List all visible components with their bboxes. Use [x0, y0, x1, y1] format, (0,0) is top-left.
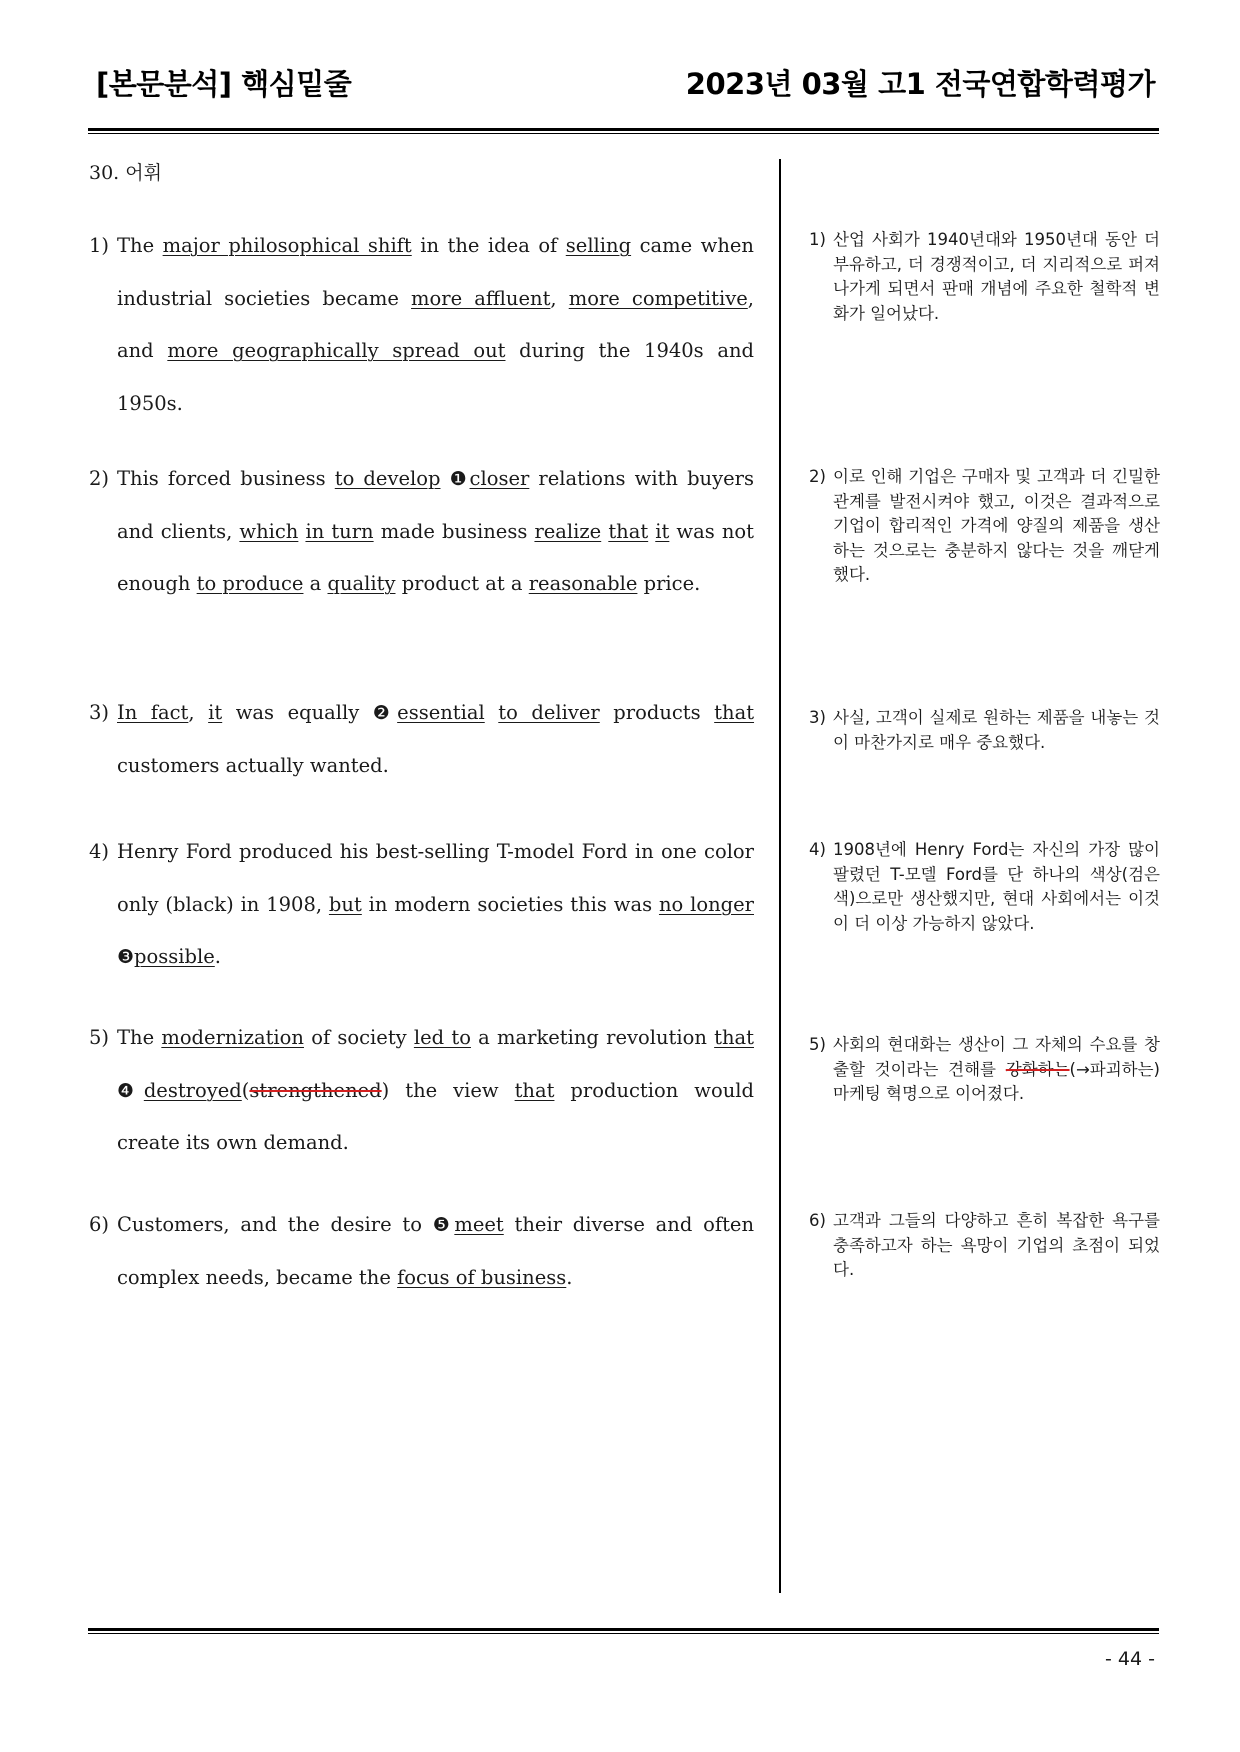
text-segment: production would create its own demand.: [117, 1078, 754, 1154]
struck-out-word: 강화하는: [1005, 1059, 1070, 1079]
circled-number-marker: ❸: [117, 946, 135, 968]
underlined-phrase: it: [208, 701, 223, 724]
text-segment: Customers, and the desire to: [117, 1213, 433, 1236]
header-right-title: 2023년 03월 고1 전국연합학력평가: [685, 67, 1155, 101]
item-number: 2): [809, 467, 826, 486]
underlined-phrase: led to: [413, 1026, 471, 1049]
underlined-phrase: to deliver: [498, 701, 600, 724]
english-item-3: [89, 687, 754, 792]
underlined-phrase: realize: [534, 519, 602, 543]
text-segment: 1908년에 Henry Ford는 자신의 가장 많이 팔렸던 T-모델 Ford를 단 하나의 색상(검은색)으로만 생산했지만, 현대 사회에서는 이것이 더 이상 가능하지 않았다.: [833, 840, 1160, 933]
item-text: [117, 826, 754, 984]
underlined-phrase: which: [239, 519, 299, 543]
text-segment: their diverse and often complex needs, became the: [117, 1213, 755, 1289]
text-segment: .: [214, 945, 221, 968]
text-segment: was equally: [222, 701, 373, 724]
text-segment: , and: [117, 286, 754, 362]
underlined-phrase: major philosophical shift: [162, 234, 412, 257]
korean-item-5: [809, 1033, 1160, 1107]
text-segment: customers actually wanted.: [117, 753, 389, 777]
underlined-phrase: meet: [454, 1213, 504, 1236]
underlined-phrase: essential: [397, 701, 485, 724]
text-segment: was not enough: [117, 519, 754, 595]
section-title: 30. 어휘: [89, 162, 162, 184]
item-text: [117, 1012, 754, 1170]
text-segment: in modern societies this was: [361, 892, 659, 916]
underlined-phrase: possible: [134, 945, 215, 968]
underlined-phrase: more competitive: [568, 286, 748, 310]
struck-out-word: strengthened: [249, 1078, 382, 1102]
text-segment: This forced business: [117, 467, 335, 490]
english-item-5: [89, 1012, 754, 1170]
underlined-phrase: modernization: [161, 1026, 304, 1049]
item-number: 6): [809, 1211, 826, 1230]
text-segment: The: [117, 1026, 162, 1049]
underlined-phrase: no longer: [658, 892, 754, 916]
text-segment: ,: [188, 701, 209, 724]
korean-item-3: [809, 706, 1160, 755]
text-segment: products: [599, 701, 715, 724]
korean-item-6: [809, 1209, 1160, 1283]
item-text: [117, 453, 754, 611]
text-segment: price.: [637, 572, 701, 595]
text-segment: 고객과 그들의 다양하고 흔히 복잡한 욕구를 충족하고자 하는 욕망이 기업의 초점이 되었다.: [833, 1211, 1160, 1279]
item-number: 3): [809, 708, 826, 727]
text-segment: 산업 사회가 1940년대와 1950년대 동안 더 부유하고, 더 경쟁적이고, 더 지리적으로 퍼져 나가게 되면서 판매 개념에 주요한 철학적 변화가 일어났다.: [833, 230, 1160, 323]
underlined-phrase: focus of business: [397, 1265, 567, 1289]
underlined-phrase: that: [714, 1026, 754, 1049]
underlined-phrase: but: [328, 892, 362, 916]
header-left-title: [본문분석] 핵심밑줄: [96, 67, 352, 101]
text-segment: 이로 인해 기업은 구매자 및 고객과 더 긴밀한 관계를 발전시켜야 했고, 이것은 결과적으로 기업이 합리적인 가격에 양질의 제품을 생산하는 것으로는 충분하지 않다는 것을 깨닫게 했다.: [833, 467, 1160, 584]
item-text: [833, 228, 1160, 326]
footer-rule-thick: [88, 1628, 1159, 1631]
circled-number-marker: ❺: [432, 1214, 455, 1236]
text-segment: came when industrial societies became: [117, 234, 754, 310]
header-rule-thick: [88, 128, 1159, 131]
item-number: 6): [89, 1213, 110, 1236]
underlined-phrase: that: [514, 1078, 555, 1102]
item-text: [833, 1033, 1160, 1107]
circled-number-marker: ❶: [449, 468, 470, 490]
column-divider: [779, 159, 781, 1593]
english-item-6: [89, 1199, 754, 1304]
item-number: 4): [809, 840, 826, 859]
item-text: [833, 1209, 1160, 1283]
text-segment: product at a: [395, 572, 529, 595]
item-text: [117, 220, 754, 430]
text-segment: Henry Ford produced his best-selling T-model Ford in one color only (black) in 1908,: [117, 840, 754, 916]
item-text: [833, 838, 1160, 936]
underlined-phrase: more affluent: [411, 286, 551, 310]
item-number: 5): [89, 1026, 110, 1049]
underlined-phrase: to develop: [334, 467, 441, 490]
item-number: 1): [89, 234, 110, 257]
text-segment: during the 1940s and 1950s.: [117, 339, 754, 415]
text-segment: 사실, 고객이 실제로 원하는 제품을 내놓는 것이 마찬가지로 매우 중요했다.: [833, 708, 1160, 752]
text-segment: [485, 701, 499, 724]
text-segment: a marketing revolution: [470, 1026, 715, 1049]
circled-number-marker: ❹: [117, 1079, 144, 1102]
english-item-1: [89, 220, 754, 430]
item-text: [117, 687, 754, 792]
text-segment: The: [117, 234, 163, 257]
underlined-phrase: destroyed: [143, 1078, 242, 1102]
page-number: - 44 -: [1105, 1648, 1155, 1670]
circled-number-marker: ❷: [372, 702, 398, 724]
english-item-2: [89, 453, 754, 611]
underlined-phrase: In fact: [117, 701, 189, 724]
text-segment: a: [303, 572, 328, 595]
item-text: [833, 465, 1160, 588]
underlined-phrase: more geographically spread out: [167, 339, 506, 362]
underlined-phrase: it: [655, 519, 670, 543]
footer-rule-thin: [88, 1633, 1159, 1634]
underlined-phrase: selling: [565, 234, 632, 257]
text-segment: 사회의 현대화는 생산이 그 자체의 수요를 창출할 것이라는 견해를: [833, 1035, 1160, 1079]
item-text: [117, 1199, 754, 1304]
korean-item-2: [809, 465, 1160, 588]
underlined-phrase: reasonable: [528, 572, 638, 595]
item-number: 5): [809, 1035, 826, 1054]
text-segment: ) the view: [381, 1078, 515, 1102]
item-number: 3): [89, 701, 110, 724]
text-segment: relations with buyers and clients,: [117, 467, 754, 543]
header-rule-thin: [88, 133, 1159, 134]
underlined-phrase: to produce: [196, 572, 304, 595]
text-segment: (: [241, 1078, 250, 1102]
text-segment: in the idea of: [411, 234, 566, 257]
text-segment: .: [566, 1265, 573, 1289]
underlined-phrase: closer: [469, 467, 530, 490]
item-text: [833, 706, 1160, 755]
item-number: 2): [89, 467, 110, 490]
item-number: 4): [89, 840, 110, 863]
underlined-phrase: that: [714, 701, 755, 724]
underlined-phrase: that: [608, 519, 649, 543]
item-number: 1): [809, 230, 826, 249]
underlined-phrase: in turn: [305, 519, 374, 543]
text-segment: ,: [550, 286, 569, 310]
korean-item-4: [809, 838, 1160, 936]
english-item-4: [89, 826, 754, 984]
text-segment: made business: [373, 519, 535, 543]
underlined-phrase: quality: [327, 572, 396, 595]
text-segment: (→파괴하는) 마케팅 혁명으로 이어졌다.: [833, 1059, 1160, 1103]
korean-item-1: [809, 228, 1160, 326]
text-segment: of society: [303, 1026, 414, 1049]
text-segment: [440, 467, 449, 490]
